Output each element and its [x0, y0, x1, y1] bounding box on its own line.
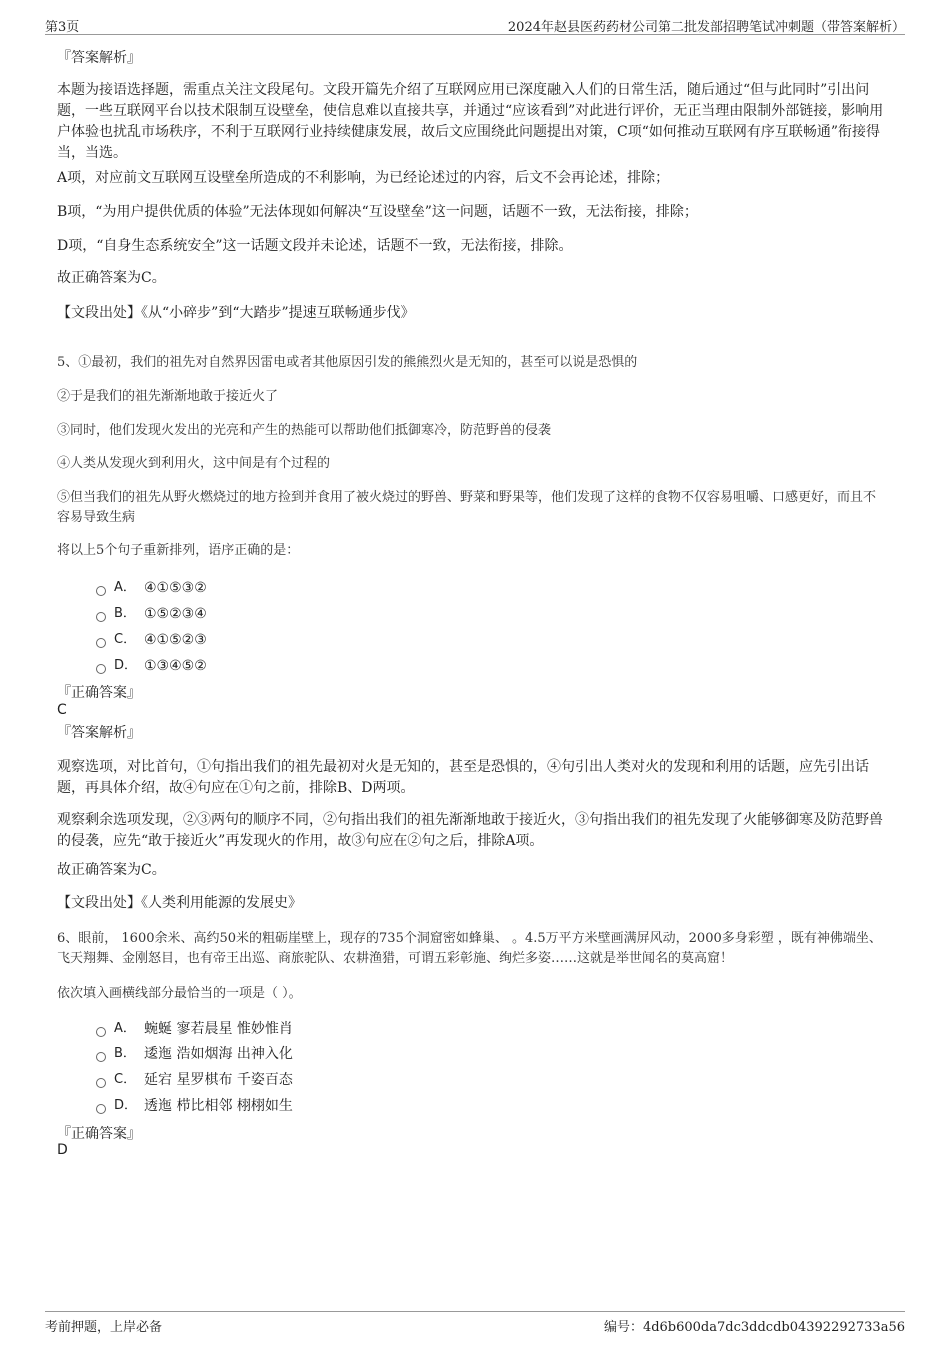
page-number: 第3页: [45, 20, 80, 35]
radio-icon[interactable]: [96, 1052, 106, 1062]
radio-icon[interactable]: [96, 1104, 106, 1114]
q4-analysis-conclusion: 故正确答案为C。: [57, 270, 166, 286]
q4-analysis-paragraph-4: D项，“自身生态系统安全”这一话题文段并未论述，话题不一致，无法衔接，排除。: [57, 238, 573, 254]
q5-answer-label: 『正确答案』: [57, 685, 141, 701]
q5-option-c[interactable]: C． ④①⑤②③: [96, 630, 207, 650]
q5-source: 【文段出处】《人类利用能源的发展史》: [57, 895, 302, 911]
q4-analysis-paragraph-3: B项，“为用户提供优质的体验”无法体现如何解决“互设壁垒”这一问题，话题不一致，无法衔接，排除；: [57, 204, 698, 220]
q4-analysis-paragraph-1: 本题为接语选择题，需重点关注文段尾句。文段开篇先介绍了互联网应用已深度融入人们的日常生活，随后通过“但与此同时”引出问题，一些互联网平台以技术限制互设壁垒，使信息难以直接共享，并通过“应该看到”对此进行评价，无正当理由限制外部链接，影响用户体验也扰乱市场秩序，不利于互联网行业持续健康发展，故后文应围绕此问题提出对策，C项“如何推动互联网有序互联畅通”衔接得当，当选。: [57, 82, 884, 161]
q5-option-a[interactable]: A． ④①⑤③②: [96, 578, 207, 598]
q5-option-b[interactable]: B． ①⑤②③④: [96, 604, 207, 624]
q5-analysis-paragraph-2: 观察剩余选项发现，②③两句的顺序不同，②句指出我们的祖先渐渐地敢于接近火，③句指出我们的祖先发现了火能够御寒及防范野兽的侵袭，应先“敢于接近火”再发现火的作用，故③句应在②句之后，排除A项。: [57, 812, 883, 849]
q4-analysis-paragraph-2: A项，对应前文互联网互设壁垒所造成的不利影响，为已经论述过的内容，后文不会再论述，排除；: [57, 170, 670, 186]
footer-slogan: 考前押题，上岸必备: [45, 1320, 163, 1335]
q4-analysis-label: 『答案解析』: [57, 50, 141, 66]
q6-stem: 6、眼前， 1600余米、高约50米的粗砺崖壁上，现存的735个洞窟密如蜂巢、 。4.5万平方米壁画满屏风动，2000多身彩塑 ，既有神佛端坐、飞天翔舞、金刚怒目，也有帝王出巡、商旅驼队、农耕渔猎，可谓五彩彰施、绚烂多姿……这就是举世闻名的莫高窟！: [57, 931, 882, 966]
q5-sentence-4: ④人类从发现火到利用火，这中间是有个过程的: [57, 456, 331, 471]
radio-icon[interactable]: [96, 1078, 106, 1088]
q6-option-c[interactable]: C． 延宕 星罗棋布 千姿百态: [96, 1070, 293, 1090]
page-footer: [45, 1311, 905, 1336]
radio-icon[interactable]: [96, 664, 106, 674]
q6-answer: D: [57, 1142, 68, 1158]
q5-analysis-paragraph-1: 观察选项，对比首句，①句指出我们的祖先最初对火是无知的，甚至是恐惧的，④句引出人类对火的发现和利用的话题，应先引出话题，再具体介绍，故④句应在①句之前，排除B、D两项。: [57, 759, 869, 796]
q6-answer-label: 『正确答案』: [57, 1126, 141, 1142]
radio-icon[interactable]: [96, 586, 106, 596]
q5-stem: 将以上5个句子重新排列，语序正确的是：: [57, 543, 300, 558]
radio-icon[interactable]: [96, 1027, 106, 1037]
document-title: 2024年赵县医药药材公司第二批发部招聘笔试冲刺题（带答案解析）: [507, 20, 905, 35]
q5-analysis-conclusion: 故正确答案为C。: [57, 862, 166, 878]
radio-icon[interactable]: [96, 638, 106, 648]
q5-answer: C: [57, 702, 67, 718]
q6-option-b[interactable]: B． 逶迤 浩如烟海 出神入化: [96, 1044, 293, 1064]
q5-analysis-label: 『答案解析』: [57, 725, 141, 741]
q5-option-d[interactable]: D． ①③④⑤②: [96, 656, 207, 676]
q5-sentence-2: ②于是我们的祖先渐渐地敢于接近火了: [57, 389, 279, 404]
q6-option-a[interactable]: A． 蜿蜒 寥若晨星 惟妙惟肖: [96, 1019, 293, 1039]
q4-source: 【文段出处】《从“小碎步”到“大踏步”提速互联畅通步伐》: [57, 305, 415, 321]
q5-sentence-5: ⑤但当我们的祖先从野火燃烧过的地方捡到并食用了被火烧过的野兽、野菜和野果等，他们发现了这样的食物不仅容易咀嚼、口感更好，而且不容易导致生病: [57, 490, 877, 525]
q6-instruction: 依次填入画横线部分最恰当的一项是（ ）。: [57, 986, 302, 1001]
document-id: 编号：4d6b600da7dc3ddcdb04392292733a56: [603, 1320, 905, 1335]
q5-sentence-1: 5、①最初，我们的祖先对自然界因雷电或者其他原因引发的熊熊烈火是无知的，甚至可以说是恐惧的: [57, 355, 638, 370]
page-header: [45, 14, 905, 35]
radio-icon[interactable]: [96, 612, 106, 622]
q6-option-d[interactable]: D． 透迤 栉比相邻 栩栩如生: [96, 1096, 293, 1116]
q5-sentence-3: ③同时，他们发现火发出的光亮和产生的热能可以帮助他们抵御寒冷，防范野兽的侵袭: [57, 423, 552, 438]
